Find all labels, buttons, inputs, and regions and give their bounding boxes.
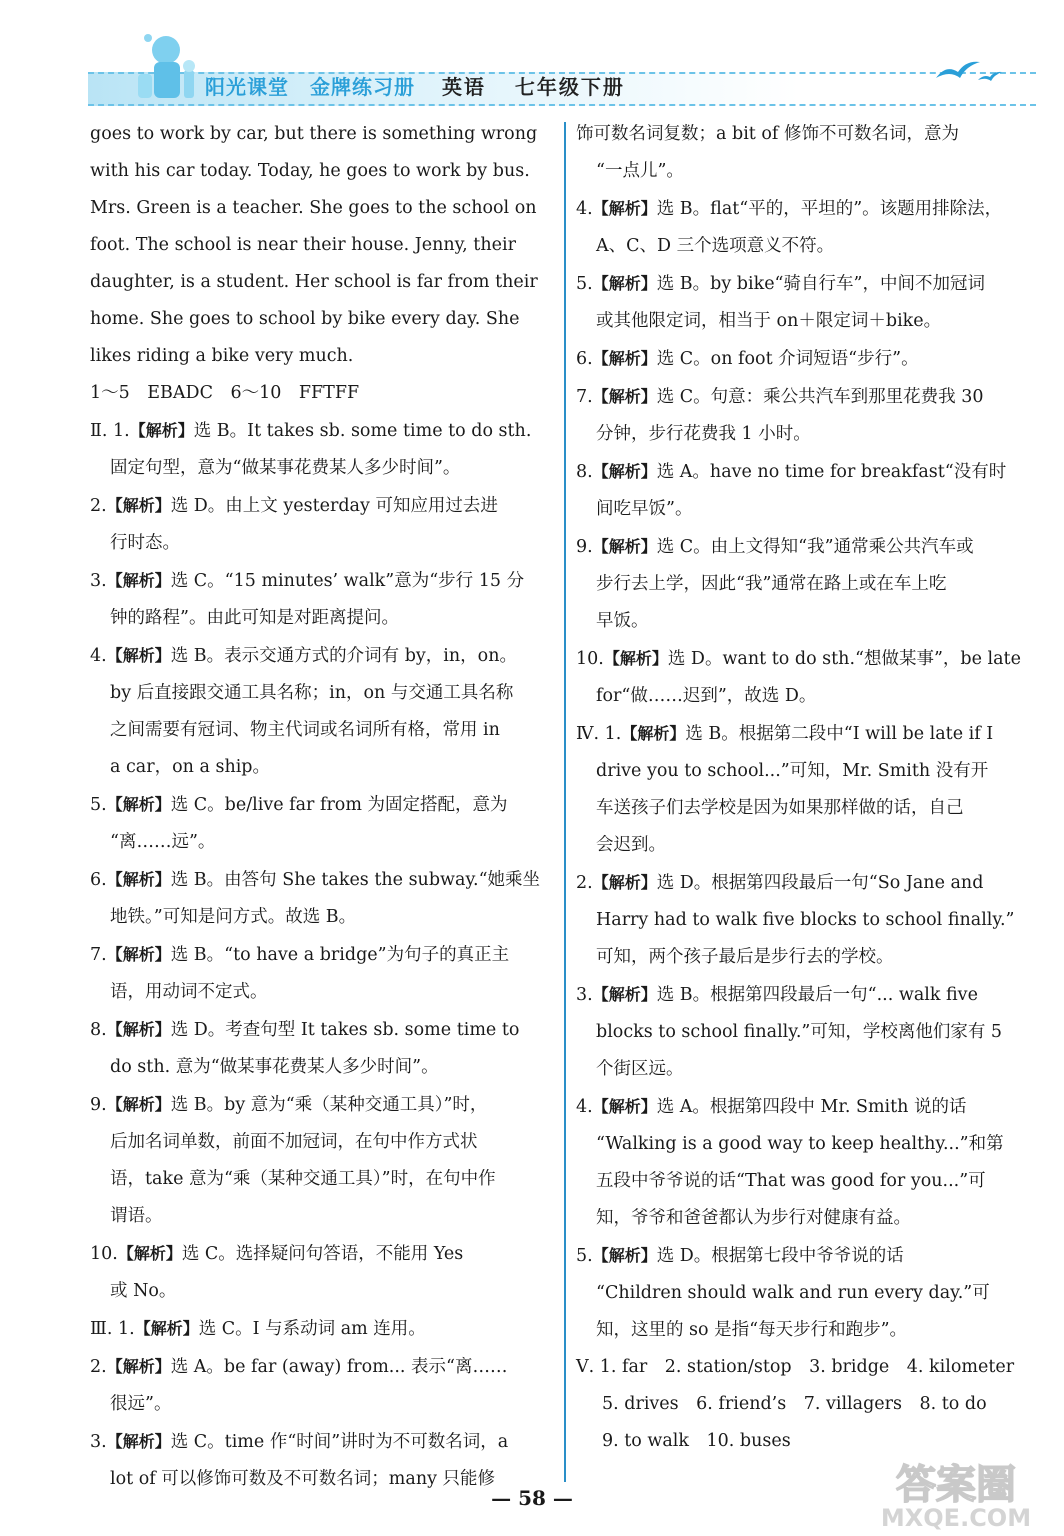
explanation-item bbox=[576, 340, 1038, 378]
header-title bbox=[205, 70, 625, 104]
item-number: Ⅳ. 1. bbox=[576, 724, 622, 744]
explanation-item bbox=[90, 1310, 552, 1348]
explanation-text: 选 C。I 与系动词 am 连用。 bbox=[198, 1319, 426, 1339]
item-number: 4. bbox=[90, 646, 107, 666]
explanation-line: 钟的路程”。由此可知是对距离提问。 bbox=[110, 608, 399, 628]
explanation-text: 选 B。by 意为“乘（某种交通工具）”时， bbox=[170, 1095, 488, 1115]
explanation-line: 知，这里的 so 是指“每天步行和跑步”。 bbox=[596, 1320, 908, 1340]
explanation-line: do sth. 意为“做某事花费某人多少时间”。 bbox=[110, 1057, 439, 1077]
vocab-line: Ⅴ. 1. far 2. station/stop 3. bridge 4. kilometer bbox=[576, 1357, 1015, 1377]
explanation-text: 选 C。“15 minutes’ walk”意为“步行 15 分 bbox=[170, 571, 525, 591]
analysis-tag: 【解析】 bbox=[592, 349, 657, 368]
explanation-line: “Children should walk and run every day.”可 bbox=[596, 1283, 990, 1303]
item-number: 3. bbox=[90, 571, 107, 591]
analysis-tag: 【解析】 bbox=[592, 462, 657, 481]
explanation-line bbox=[90, 487, 552, 525]
analysis-tag: 【解析】 bbox=[592, 274, 657, 293]
explanation-text: 选 B。It takes sb. some time to do sth. bbox=[193, 421, 532, 441]
left-explanations bbox=[90, 412, 552, 1498]
explanation-line bbox=[576, 1088, 1038, 1126]
explanation-item bbox=[90, 562, 552, 637]
item-number: 5. bbox=[90, 795, 107, 815]
analysis-tag: 【解析】 bbox=[106, 1357, 171, 1376]
explanation-item bbox=[576, 453, 1038, 528]
analysis-tag: 【解析】 bbox=[106, 1095, 171, 1114]
passage-line: daughter, is a student. Her school is far from their bbox=[90, 272, 538, 292]
analysis-tag: 【解析】 bbox=[106, 571, 171, 590]
explanation-text: 选 B。根据第四段最后一句“... walk five bbox=[656, 985, 978, 1005]
explanation-line bbox=[90, 1011, 552, 1049]
explanation-line: “Walking is a good way to keep healthy...”和第 bbox=[596, 1134, 1004, 1154]
explanation-line: 地铁。”可知是问方式。故选 B。 bbox=[110, 907, 357, 927]
analysis-tag: 【解析】 bbox=[106, 1432, 171, 1451]
explanation-text: 选 C。time 作“时间”讲时为不可数名词，a bbox=[170, 1432, 509, 1452]
watermark-text: 答案圈 bbox=[896, 1462, 1016, 1508]
item-number: 9. bbox=[90, 1095, 107, 1115]
explanation-text: 选 C。选择疑问句答语，不能用 Yes bbox=[181, 1244, 464, 1264]
explanation-line: 个街区远。 bbox=[596, 1059, 684, 1079]
explanation-item bbox=[576, 715, 1038, 864]
explanation-item bbox=[90, 861, 552, 936]
explanation-line bbox=[90, 1348, 552, 1386]
explanation-item bbox=[90, 936, 552, 1011]
explanation-item bbox=[90, 412, 552, 487]
explanation-line: 车送孩子们去学校是因为如果那样做的话，自己 bbox=[596, 798, 964, 818]
explanation-item bbox=[576, 1237, 1038, 1349]
item-number: 6. bbox=[576, 349, 593, 369]
explanation-line: 之间需要有冠词、物主代词或名词所有格，常用 in bbox=[110, 720, 500, 740]
birds-icon bbox=[928, 52, 1008, 88]
item-number: 8. bbox=[90, 1020, 107, 1040]
analysis-tag: 【解析】 bbox=[106, 945, 171, 964]
explanation-line: 固定句型，意为“做某事花费某人多少时间”。 bbox=[110, 458, 461, 478]
item-number: 10. bbox=[576, 649, 604, 669]
series-name: 阳光课堂 bbox=[205, 75, 289, 99]
reading-passage bbox=[90, 116, 552, 375]
item-number: 10. bbox=[90, 1244, 118, 1264]
explanation-text: 选 D。考查句型 It takes sb. some time to bbox=[170, 1020, 520, 1040]
explanation-line: 知，爷爷和爸爸都认为步行对健康有益。 bbox=[596, 1208, 911, 1228]
explanation-line bbox=[576, 378, 1038, 416]
explanation-item bbox=[90, 1348, 552, 1423]
item-number: 5. bbox=[576, 274, 593, 294]
explanation-line: 很远”。 bbox=[110, 1394, 172, 1414]
explanation-text: 选 C。由上文得知“我”通常乘公共汽车或 bbox=[656, 537, 974, 557]
explanation-line: 步行去上学，因此“我”通常在路上或在车上吃 bbox=[596, 574, 947, 594]
explanation-item bbox=[576, 864, 1038, 976]
explanation-item bbox=[90, 1011, 552, 1086]
explanation-text: 选 C。be/live far from 为固定搭配，意为 bbox=[170, 795, 508, 815]
watermark-logo-icon bbox=[856, 1456, 1056, 1532]
explanation-text: 选 B。“to have a bridge”为句子的真正主 bbox=[170, 945, 510, 965]
explanation-item bbox=[576, 116, 1038, 190]
explanation-line bbox=[90, 562, 552, 600]
explanation-line: “一点儿”。 bbox=[596, 161, 684, 181]
explanation-item bbox=[90, 1235, 552, 1310]
item-number: 8. bbox=[576, 462, 593, 482]
item-number: 2. bbox=[90, 1357, 107, 1377]
analysis-tag: 【解析】 bbox=[603, 649, 668, 668]
explanation-line bbox=[90, 412, 552, 450]
explanation-text: 选 B。flat“平的，平坦的”。该题用排除法， bbox=[656, 199, 1003, 219]
explanation-line: a car，on a ship。 bbox=[110, 757, 271, 777]
explanation-item bbox=[90, 637, 552, 786]
explanation-line bbox=[576, 1237, 1038, 1275]
analysis-tag: 【解析】 bbox=[106, 1020, 171, 1039]
explanation-line: 语，take 意为“乘（某种交通工具）”时，在句中作 bbox=[110, 1169, 496, 1189]
explanation-line bbox=[576, 864, 1038, 902]
explanation-line: 间吃早饭”。 bbox=[596, 499, 693, 519]
explanation-line bbox=[90, 786, 552, 824]
explanation-line: 可知，两个孩子最后是步行去的学校。 bbox=[596, 947, 894, 967]
passage-line: foot. The school is near their house. Jenny, their bbox=[90, 235, 516, 255]
analysis-tag: 【解析】 bbox=[592, 1246, 657, 1265]
explanation-line bbox=[90, 1086, 552, 1124]
explanation-item bbox=[576, 976, 1038, 1088]
item-number: 4. bbox=[576, 199, 593, 219]
passage-line: with his car today. Today, he goes to work by bus. bbox=[90, 161, 530, 181]
explanation-line: by 后直接跟交通工具名称；in，on 与交通工具名称 bbox=[110, 683, 514, 703]
explanation-text: 选 A。根据第四段中 Mr. Smith 说的话 bbox=[656, 1097, 967, 1117]
explanation-line: 饰可数名词复数；a bit of 修饰不可数名词，意为 bbox=[576, 124, 959, 144]
analysis-tag: 【解析】 bbox=[592, 873, 657, 892]
item-number: 2. bbox=[576, 873, 593, 893]
explanation-line bbox=[576, 340, 1038, 378]
explanation-line: drive you to school...”可知，Mr. Smith 没有开 bbox=[596, 761, 989, 781]
explanation-item bbox=[90, 487, 552, 562]
explanation-item bbox=[576, 640, 1038, 715]
analysis-tag: 【解析】 bbox=[134, 1319, 199, 1338]
mascot-logo-icon bbox=[88, 30, 208, 110]
explanation-line: 谓语。 bbox=[110, 1206, 163, 1226]
explanation-line: 早饭。 bbox=[596, 611, 649, 631]
explanation-text: 选 C。句意：乘公共汽车到那里花费我 30 bbox=[656, 387, 984, 407]
explanation-line: 五段中爷爷说的话“That was good for you...”可 bbox=[596, 1171, 986, 1191]
item-number: Ⅲ. 1. bbox=[90, 1319, 135, 1339]
explanation-line bbox=[576, 265, 1038, 303]
passage-line: home. She goes to school by bike every day. She bbox=[90, 309, 520, 329]
explanation-text: 选 A。have no time for breakfast“没有时 bbox=[656, 462, 1007, 482]
explanation-line: 会迟到。 bbox=[596, 835, 666, 855]
item-number: 7. bbox=[576, 387, 593, 407]
item-number: 7. bbox=[90, 945, 107, 965]
explanation-text: 选 D。根据第七段中爷爷说的话 bbox=[656, 1246, 904, 1266]
explanation-text: 选 A。be far (away) from... 表示“离…… bbox=[170, 1357, 508, 1377]
left-column bbox=[90, 116, 552, 1498]
analysis-tag: 【解析】 bbox=[592, 985, 657, 1004]
page-header bbox=[0, 0, 1064, 116]
explanation-line bbox=[90, 637, 552, 675]
watermark-site: MXQE.COM bbox=[880, 1504, 1032, 1532]
explanation-item bbox=[576, 265, 1038, 340]
explanation-line: 或其他限定词，相当于 on＋限定词＋bike。 bbox=[596, 311, 942, 331]
explanation-text: 选 B。表示交通方式的介词有 by，in，on。 bbox=[170, 646, 517, 666]
explanation-item bbox=[90, 1086, 552, 1235]
page-number: — 58 — bbox=[491, 1486, 573, 1510]
answer-key-1-10: 1～5 EBADC 6～10 FFTFF bbox=[90, 383, 360, 403]
vocab-line: 5. drives 6. friend’s 7. villagers 8. to do bbox=[602, 1394, 987, 1414]
analysis-tag: 【解析】 bbox=[106, 870, 171, 889]
analysis-tag: 【解析】 bbox=[592, 1097, 657, 1116]
analysis-tag: 【解析】 bbox=[592, 199, 657, 218]
explanation-line bbox=[576, 976, 1038, 1014]
item-number: 4. bbox=[576, 1097, 593, 1117]
analysis-tag: 【解析】 bbox=[621, 724, 686, 743]
explanation-text: 选 D。由上文 yesterday 可知应用过去进 bbox=[170, 496, 498, 516]
passage-line: Mrs. Green is a teacher. She goes to the school on bbox=[90, 198, 537, 218]
grade-name: 七年级下册 bbox=[514, 75, 625, 99]
explanation-text: 选 D。want to do sth.“想做某事”，be late bbox=[667, 649, 1021, 669]
vocab-answers bbox=[576, 1349, 1038, 1460]
explanation-line: 行时态。 bbox=[110, 533, 180, 553]
explanation-line bbox=[576, 453, 1038, 491]
explanation-line: blocks to school finally.”可知，学校离他们家有 5 bbox=[596, 1022, 1003, 1042]
item-number: 3. bbox=[576, 985, 593, 1005]
explanation-line bbox=[576, 528, 1038, 566]
right-column bbox=[576, 116, 1038, 1460]
explanation-text: 选 B。由答句 She takes the subway.“她乘坐 bbox=[170, 870, 541, 890]
item-number: 5. bbox=[576, 1246, 593, 1266]
explanation-line: 语，用动词不定式。 bbox=[110, 982, 268, 1002]
explanation-line: 后加名词单数，前面不加冠词，在句中作方式状 bbox=[110, 1132, 478, 1152]
explanation-line bbox=[90, 1310, 552, 1348]
explanation-item bbox=[576, 528, 1038, 640]
analysis-tag: 【解析】 bbox=[129, 421, 194, 440]
explanation-item bbox=[90, 786, 552, 861]
analysis-tag: 【解析】 bbox=[117, 1244, 182, 1263]
explanation-line: A、C、D 三个选项意义不符。 bbox=[596, 236, 835, 256]
explanation-item bbox=[576, 190, 1038, 265]
analysis-tag: 【解析】 bbox=[106, 646, 171, 665]
vocab-line: 9. to walk 10. buses bbox=[602, 1431, 791, 1451]
explanation-line: 或 No。 bbox=[110, 1281, 177, 1301]
explanation-text: 选 C。on foot 介词短语“步行”。 bbox=[656, 349, 919, 369]
explanation-text: 选 B。by bike“骑自行车”，中间不加冠词 bbox=[656, 274, 985, 294]
explanation-line bbox=[90, 861, 552, 899]
explanation-line bbox=[576, 190, 1038, 228]
item-number: 6. bbox=[90, 870, 107, 890]
passage-line: goes to work by car, but there is something wrong bbox=[90, 124, 538, 144]
subject-name: 英语 bbox=[441, 75, 486, 99]
explanation-item bbox=[576, 378, 1038, 453]
explanation-line bbox=[576, 640, 1038, 678]
explanation-text: 选 D。根据第四段最后一句“So Jane and bbox=[656, 873, 984, 893]
explanation-line: 分钟，步行花费我 1 小时。 bbox=[596, 424, 811, 444]
analysis-tag: 【解析】 bbox=[592, 387, 657, 406]
explanation-text: 选 B。根据第二段中“I will be late if I bbox=[685, 724, 994, 744]
explanation-line: “离……远”。 bbox=[110, 832, 216, 852]
explanation-line bbox=[90, 936, 552, 974]
explanation-line: lot of 可以修饰可数及不可数名词；many 只能修 bbox=[110, 1469, 496, 1489]
explanation-line bbox=[576, 715, 1038, 753]
analysis-tag: 【解析】 bbox=[106, 795, 171, 814]
explanation-line: Harry had to walk five blocks to school finally.” bbox=[596, 910, 1015, 930]
analysis-tag: 【解析】 bbox=[592, 537, 657, 556]
item-number: Ⅱ. 1. bbox=[90, 421, 130, 441]
explanation-line bbox=[90, 1423, 552, 1461]
book-name: 金牌练习册 bbox=[309, 75, 415, 99]
item-number: 2. bbox=[90, 496, 107, 516]
explanation-item bbox=[576, 1088, 1038, 1237]
item-number: 3. bbox=[90, 1432, 107, 1452]
explanation-line: for“做……迟到”，故选 D。 bbox=[596, 686, 817, 706]
passage-line: likes riding a bike very much. bbox=[90, 346, 354, 366]
analysis-tag: 【解析】 bbox=[106, 496, 171, 515]
explanation-line bbox=[90, 1235, 552, 1273]
item-number: 9. bbox=[576, 537, 593, 557]
right-explanations bbox=[576, 116, 1038, 1349]
column-divider bbox=[564, 122, 566, 1482]
